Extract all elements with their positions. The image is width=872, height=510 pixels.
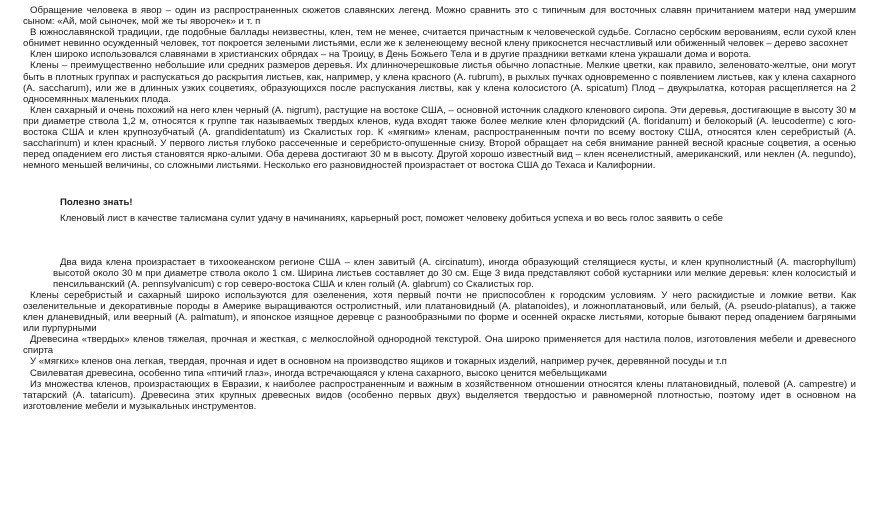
paragraph: Свилеватая древесина, особенно типа «птичий глаз», иногда встречающаяся у клена сахарного, высоко ценится мебельщиками	[30, 367, 607, 379]
tip-box	[0, 197, 872, 223]
paragraph: Клен широко использовался славянами в христианских обрядах – на Троицу, в День Божьего Тела и в другие праздники ветками клена украшали дома и ворота.	[30, 49, 752, 61]
spacer	[0, 171, 872, 197]
paragraph: В южнославянской традиции, где подобные баллады неизвестны, клен, тем не менее, считается причастным к человеческой судьбе. Согласно сербским верованиям, если сухой клен обнимет невинно осужденный человек, тот покроется зелеными листьями, если же к зеленеющему весной клену прикоснется несчастливый или обиженный человек – дерево засохнет	[23, 27, 856, 50]
paragraph: Клены серебристый и сахарный широко используются для озеленения, хотя первый почти не приспособлен к городским условиям. У него раскидистые и ломкие ветви. Как озеленительные и декоративные породы в Америке выращиваются остролистный, или платановидный (A. platanoides), и ложноплатановый, или белый, (A. pseudo-platanus), а также клен дланевидный, или веерный (A. palmatum), и японское изящное деревце с разнообразными по форме и осенней окраске листьями, которые бывают перед опадением багряными или пурпурными	[23, 289, 856, 335]
tip-title: Полезно знать!	[60, 197, 133, 209]
article-section-1	[0, 0, 872, 171]
paragraph: Обращение человека в явор – один из распространенных сюжетов славянских легенд. Можно сравнить это с типичным для восточных славян причитанием матери над умершим сыном: «Ай, мой сыночек, мой же ты яворочек» и т. п	[23, 5, 856, 28]
paragraph: Древесина «твердых» кленов тяжелая, прочная и жесткая, с мелкослойной однородной текстурой. Она широко применяется для настила полов, изготовления мебели и древесного спирта	[23, 334, 856, 357]
paragraph: Клен сахарный и очень похожий на него клен черный (A. nigrum), растущие на востоке США, – основной источник сладкого кленового сиропа. Эти деревья, достигающие в высоту 30 м при диаметре ствола 1,2 м, относятся к группе так называемых твердых кленов, куда входят также более мелкие клен флоридский (A. floridanum) и белокорый (A. leucoderme) с юго-востока США и клен крупнозубчатый (A. grandidentatum) из Скалистых гор. К «мягким» кленам, распространенным почти по всему востоку США, относятся клен серебристый (A. saccharinum) и клен красный. У первого листья глубоко рассеченные и серебристо-опушенные снизу. Второй обращает на себя внимание ранней весной красные соцветия, а осенью перед опадением его листья становятся ярко-алыми. Оба дерева достигают 30 м в высоту. Другой хорошо известный вид – клен ясенелистный, американский, или неклен (A. negundo), немного меньшей величины, со сложными листьями. Несколько его разновидностей произрастает от востока США до Техаса и Калифорнии.	[23, 104, 856, 172]
article-section-2	[0, 257, 872, 412]
paragraph: Из множества кленов, произрастающих в Евразии, к наиболее распространенным и важным в хозяйственном отношении относятся клены платановидный, полевой (A. campestre) и татарский (A. tataricum). Древесина этих крупных древесных видов (особенно первых двух) выделяется твердостью и равномерной плотностью, поэтому идет в основном на изготовление мебели и музыкальных инструментов.	[23, 378, 856, 412]
paragraph: Два вида клена произрастает в тихоокеанском регионе США – клен завитый (A. circinatum), иногда образующий стелящиеся кусты, и клен крупнолистный (A. macrophyllum) высотой около 30 м при диаметре ствола около 1 см. Ширина листьев составляет до 30 см. Еще 3 вида представляют собой кустарники или мелкие деревья: клен колосистый и пенсильванский (A. pennsylvanicum) с гор северо-востока США и клен голый (A. glabrum) со Скалистых гор.	[53, 256, 856, 290]
spacer	[0, 224, 872, 257]
tip-text: Кленовый лист в качестве талисмана сулит удачу в начинаниях, карьерный рост, поможет человеку добиться успеха и во весь голос заявить о себе	[60, 212, 723, 224]
paragraph: Клены – преимущественно небольшие или средних размеров деревья. Их длинночерешковые листья обычно лопастные. Мелкие цветки, как правило, зеленовато-желтые, они могут быть в плотных группах и распускаться до раскрытия листьев, как, например, у клена красного (A. rubrum), в рыхлых пучках одновременно с появлением листьев, как у клена сахарного (A. saccharum), или же в длинных узких соцветиях, образующихся после распускания листвы, как у клена колосистого (A. spicatum) Плод – двукрылатка, которая расщепляется на 2 односемянных маленьких плода.	[23, 60, 856, 105]
paragraph: У «мягких» кленов она легкая, твердая, прочная и идет в основном на производство ящиков и токарных изделий, например ручек, деревянной посуды и т.п	[30, 356, 727, 368]
